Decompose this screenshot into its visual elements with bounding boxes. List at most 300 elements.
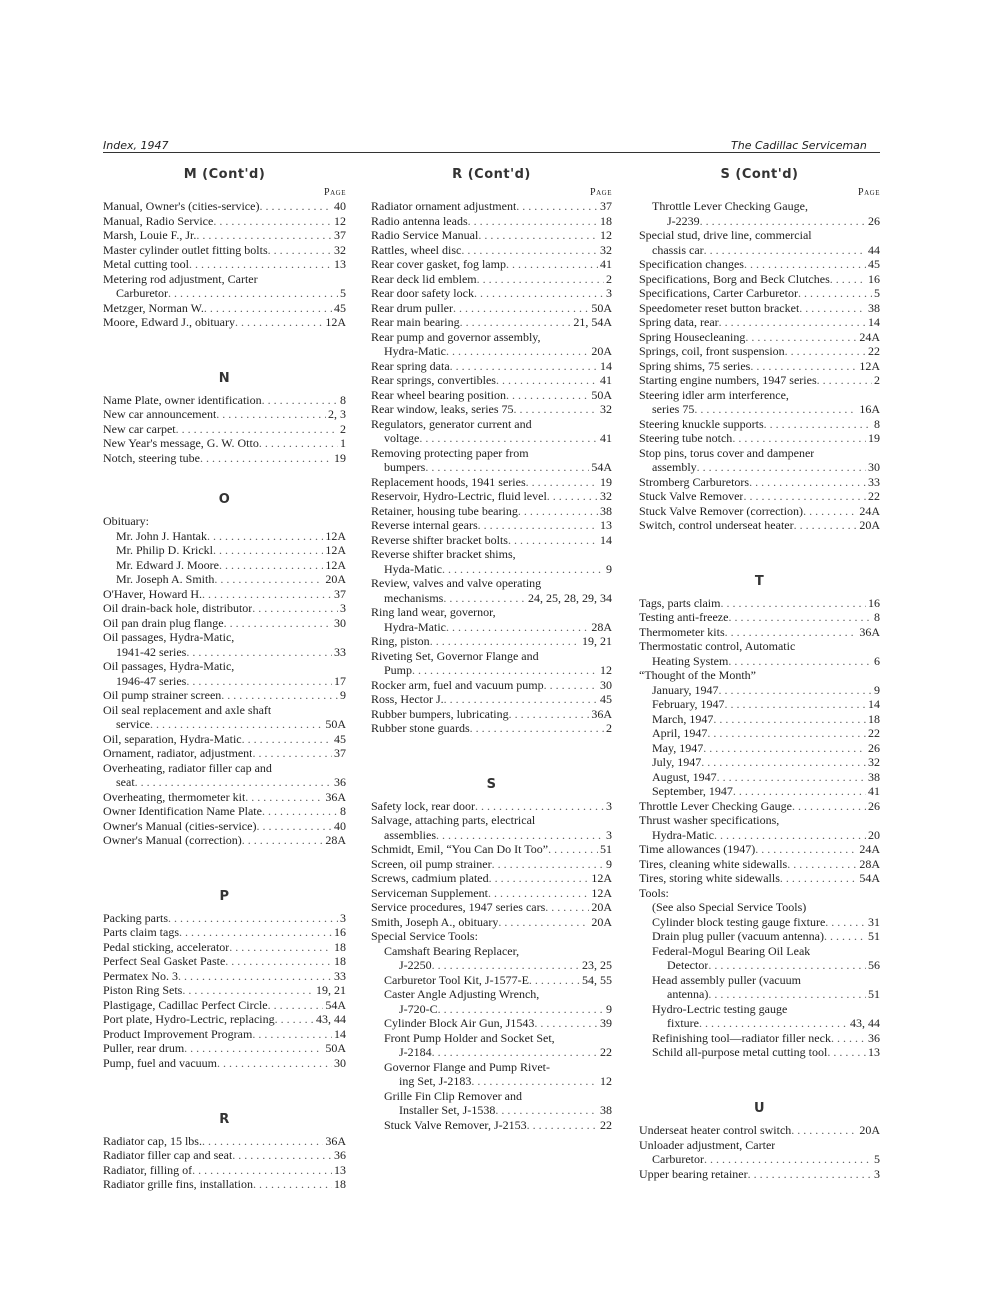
leader-dots	[787, 857, 857, 872]
index-entry	[103, 272, 346, 287]
index-entry-text: May, 1947	[652, 740, 704, 755]
index-entry-page: 17	[334, 673, 346, 688]
leader-dots	[430, 634, 580, 649]
index-entry-text: Rocker arm, fuel and vacuum pump	[371, 677, 544, 692]
index-entry	[371, 678, 612, 693]
index-entry-text: Refinishing tool—radiator filler neck	[652, 1030, 831, 1045]
index-entry	[103, 243, 346, 258]
leader-dots	[707, 726, 866, 741]
index-entry-text: Salvage, attaching parts, electrical	[371, 813, 536, 828]
index-entry	[103, 436, 346, 451]
index-entry-page: 50A	[591, 300, 612, 315]
leader-dots	[743, 489, 866, 504]
index-entry	[371, 707, 612, 722]
index-entry-page: 36A	[325, 789, 346, 804]
index-entry-page: 19	[600, 474, 612, 489]
leader-dots	[527, 1118, 598, 1133]
index-entry	[371, 871, 612, 886]
index-entry-text: Steering idler arm interference,	[639, 387, 789, 402]
index-entry	[371, 813, 612, 828]
index-entry-text: Carburetor	[652, 1152, 704, 1166]
leader-dots	[704, 243, 866, 258]
index-entry-page: 12	[600, 228, 612, 242]
index-entry	[103, 228, 346, 243]
leader-dots	[791, 1123, 857, 1138]
index-entry-page: 37	[334, 586, 346, 601]
index-entry	[371, 504, 612, 519]
leader-dots	[178, 969, 332, 984]
index-entry-page: 9	[606, 856, 612, 871]
index-entry-text: 1946-47 series	[116, 673, 187, 688]
index-entry-page: 23, 25	[582, 958, 612, 973]
index-entry-page: 12A	[325, 315, 346, 329]
index-entry-text: Oil pan drain plug flange	[103, 615, 224, 630]
index-entry-text: Camshaft Bearing Replacer,	[384, 943, 520, 958]
section-heading: S	[486, 776, 497, 792]
index-entry-page: 16	[868, 271, 880, 286]
index-entry	[371, 1118, 612, 1133]
index-entry	[371, 272, 612, 287]
leader-dots	[252, 601, 338, 616]
index-entry	[639, 1045, 880, 1060]
leader-dots	[135, 775, 332, 790]
index-entry-text: Owner's Manual (cities-service)	[103, 818, 257, 833]
index-entry-page: 38	[868, 300, 880, 315]
index-entry-page: 3	[606, 286, 612, 300]
index-entry-text: Name Plate, owner identification	[103, 392, 262, 407]
index-entry-page: 40	[334, 199, 346, 213]
leader-dots	[450, 359, 598, 374]
index-entry-text: Safety lock, rear door	[371, 798, 475, 813]
index-column-3	[639, 162, 880, 1181]
index-entry-text: Carburetor Tool Kit, J-1577-E	[384, 972, 529, 987]
index-entry	[371, 1089, 612, 1104]
index-entry	[371, 518, 612, 533]
index-entry-page: 30	[868, 460, 880, 474]
index-entry-text: Stuck Valve Remover	[639, 489, 744, 503]
index-entry-page: 3	[606, 798, 612, 813]
index-entry-page: 1	[340, 436, 346, 451]
index-entry-text: Rear spring data	[371, 358, 450, 373]
leader-dots	[733, 784, 866, 799]
index-entry	[103, 257, 346, 272]
index-entry	[103, 543, 346, 558]
leader-dots	[717, 770, 866, 785]
index-entry-text: Schild all-purpose metal cutting tool	[652, 1045, 828, 1060]
index-entry-text: Radiator, filling of	[103, 1162, 193, 1177]
index-entry-text: Pedal sticking, accelerator	[103, 939, 230, 954]
index-entry-text: Pump	[384, 663, 413, 677]
index-entry-text: Reverse shifter bracket bolts	[371, 532, 508, 547]
section-heading: R (Cont'd)	[452, 167, 531, 182]
index-entry-text: Oil, separation, Hydra-Matic	[103, 731, 242, 746]
index-entry-text: Cylinder Block Air Gun, J1543	[384, 1016, 535, 1031]
index-entry	[103, 1041, 346, 1056]
index-entry	[371, 489, 612, 504]
index-entry-page: 20A	[859, 518, 880, 532]
index-entry	[639, 257, 880, 272]
index-entry-page: 54A	[591, 460, 612, 474]
leader-dots	[202, 1134, 323, 1149]
index-entry-text: February, 1947	[652, 697, 725, 712]
index-entry	[371, 533, 612, 548]
index-entry-page: 28A	[591, 619, 612, 634]
index-entry-text: J-720-C	[399, 1001, 438, 1016]
index-entry-text: Metering rod adjustment, Carter	[103, 271, 258, 286]
index-entry-text: Switch, control underseat heater	[639, 518, 794, 532]
leader-dots	[419, 431, 598, 446]
leader-dots	[168, 911, 338, 926]
index-entry-text: April, 1947	[652, 726, 708, 741]
leader-dots	[704, 1152, 872, 1167]
leader-dots	[221, 688, 338, 703]
index-entry	[103, 315, 346, 330]
leader-dots	[262, 804, 338, 819]
index-entry-text: Rattles, wheel disc	[371, 242, 462, 257]
index-entry-text: Upper bearing retainer	[639, 1166, 748, 1181]
leader-dots	[207, 529, 323, 544]
index-entry-text: Front Pump Holder and Socket Set,	[384, 1030, 555, 1045]
index-entry	[371, 958, 612, 973]
index-entry-page: 38	[868, 769, 880, 784]
index-entry-text: Tags, parts claim	[639, 595, 721, 610]
index-entry-page: 33	[334, 968, 346, 983]
index-entry-page: 19	[334, 450, 346, 465]
index-entry-text: Stromberg Carburetors	[639, 474, 750, 489]
index-entry	[639, 726, 880, 741]
leader-dots	[189, 257, 332, 272]
index-entry	[639, 828, 880, 843]
index-entry-page: 38	[600, 503, 612, 518]
index-entry-text: Unloader adjustment, Carter	[639, 1137, 776, 1152]
index-entry-page: 31	[868, 914, 880, 929]
index-entry-page: 12A	[591, 871, 612, 886]
index-entry-page: 37	[334, 228, 346, 242]
index-entry	[103, 775, 346, 790]
section-heading: N	[218, 370, 231, 386]
index-entry-text: Reservoir, Hydro-Lectric, fluid level	[371, 489, 547, 503]
index-entry	[639, 272, 880, 287]
leader-dots	[192, 1163, 332, 1178]
leader-dots	[732, 431, 866, 446]
index-entry-page: 40	[334, 818, 346, 833]
leader-dots	[216, 407, 326, 422]
header-right-title: The Cadillac Serviceman	[731, 139, 867, 152]
index-entry-page: 20	[868, 827, 880, 842]
index-entry-text: Perfect Seal Gasket Paste	[103, 954, 226, 969]
index-entry-text: Underseat heater control switch	[639, 1123, 792, 1137]
index-entry	[371, 431, 612, 446]
index-entry-text: Rear pump and governor assembly,	[371, 329, 541, 344]
index-entry-page: 51	[868, 987, 880, 1002]
index-entry	[639, 668, 880, 683]
index-entry-page: 20A	[591, 914, 612, 929]
index-entry-page: 38	[600, 1103, 612, 1118]
index-entry-page: 45	[868, 257, 880, 271]
index-entry	[103, 645, 346, 660]
leader-dots	[202, 587, 332, 602]
index-entry-text: Rear cover gasket, fog lamp	[371, 257, 506, 271]
leader-dots	[453, 301, 589, 316]
leader-dots	[713, 712, 866, 727]
index-entry-page: 43, 44	[850, 1016, 880, 1031]
leader-dots	[498, 915, 589, 930]
index-entry-text: Tires, cleaning white sidewalls	[639, 856, 788, 871]
index-entry-text: O'Haver, Howard H.	[103, 586, 202, 601]
index-entry-text: Parts claim tags	[103, 925, 179, 940]
index-entry	[371, 1031, 612, 1046]
index-entry-page: 30	[334, 1055, 346, 1070]
index-entry-page: 13	[600, 518, 612, 532]
index-entry-text: Radio Service Manual	[371, 228, 479, 242]
leader-dots	[182, 983, 314, 998]
index-entry	[371, 1002, 612, 1017]
leader-dots	[719, 683, 872, 698]
index-entry-page: 16	[334, 925, 346, 940]
index-entry-text: Radio antenna leads	[371, 213, 468, 228]
index-entry-text: Grille Fin Clip Remover and	[384, 1088, 522, 1103]
index-entry	[639, 504, 880, 519]
index-entry-text: ing Set, J-2183	[399, 1074, 472, 1089]
leader-dots	[495, 1103, 598, 1118]
index-entry-text: 1941-42 series	[116, 644, 187, 659]
index-entry-text: Screen, oil pump strainer	[371, 856, 492, 871]
index-entry-text: September, 1947	[652, 784, 733, 799]
index-entry-page: 41	[868, 784, 880, 799]
leader-dots	[184, 1041, 323, 1056]
index-entry	[639, 199, 880, 214]
index-entry-page: 14	[600, 532, 612, 547]
index-entry-text: series 75	[652, 402, 695, 416]
leader-dots	[489, 871, 590, 886]
index-entry-page: 9	[340, 688, 346, 702]
index-entry-text: Rear springs, convertibles	[371, 373, 496, 387]
index-column-2	[371, 162, 612, 1132]
index-entry	[371, 721, 612, 736]
index-entry	[103, 925, 346, 940]
index-entry	[371, 828, 612, 843]
index-entry-text: Reverse shifter bracket shims,	[371, 547, 516, 561]
index-entry-text: Throttle Lever Checking Gauge	[639, 798, 792, 813]
index-entry-page: 50A	[325, 717, 346, 731]
index-entry	[103, 422, 346, 437]
leader-dots	[444, 692, 598, 707]
leader-dots	[259, 436, 338, 451]
index-entry-text: Thrust washer specifications,	[639, 813, 780, 828]
index-entry	[639, 784, 880, 799]
index-entry-text: Installer Set, J-1538	[399, 1103, 496, 1118]
index-entry	[103, 717, 346, 732]
index-entry-text: voltage	[384, 431, 420, 445]
index-entry-page: 22	[868, 344, 880, 358]
index-entry-page: 18	[334, 939, 346, 954]
index-entry	[371, 1060, 612, 1075]
index-entry-text: Spring Housecleaning	[639, 329, 746, 344]
leader-dots	[150, 717, 323, 732]
index-entry-text: Springs, coil, front suspension	[639, 344, 785, 358]
leader-dots	[516, 199, 598, 214]
index-entry-page: 13	[868, 1045, 880, 1060]
index-entry	[639, 958, 880, 973]
index-column-1	[103, 162, 346, 1192]
index-entry	[371, 344, 612, 359]
index-entry	[103, 688, 346, 703]
index-entry-page: 18	[334, 1177, 346, 1191]
index-entry-text: Permatex No. 3	[103, 968, 178, 983]
index-entry-text: Service procedures, 1947 series cars	[371, 900, 546, 915]
leader-dots	[242, 732, 332, 747]
index-entry	[639, 900, 880, 915]
header-left-title: Index, 1947	[103, 139, 169, 152]
leader-dots	[719, 315, 866, 330]
index-entry	[639, 654, 880, 669]
leader-dots	[268, 243, 332, 258]
index-entry-page: 13	[334, 257, 346, 271]
index-entry	[103, 286, 346, 301]
index-entry	[103, 732, 346, 747]
index-entry-page: 12A	[591, 885, 612, 900]
index-entry-text: Caster Angle Adjusting Wrench,	[384, 987, 540, 1002]
index-entry-text: Rubber bumpers, lubricating	[371, 706, 509, 721]
leader-dots	[471, 1074, 598, 1089]
index-entry-text: Steering knuckle supports	[639, 416, 764, 431]
index-entry	[371, 446, 612, 461]
index-entry	[103, 804, 346, 819]
index-entry	[103, 529, 346, 544]
index-entry	[639, 871, 880, 886]
index-entry	[371, 388, 612, 403]
index-entry	[639, 1167, 880, 1182]
index-entry	[371, 359, 612, 374]
index-entry	[103, 601, 346, 616]
index-entry-text: Ornament, radiator, adjustment	[103, 746, 253, 760]
index-entry-text: Riveting Set, Governor Flange and	[371, 648, 539, 663]
index-entry-text: Specifications, Carter Carburetor	[639, 286, 798, 300]
index-entry-text: Ring, piston	[371, 634, 430, 648]
index-entry-text: Testing anti-freeze	[639, 610, 729, 625]
index-entry-page: 2	[606, 721, 612, 735]
index-entry-text: Hydro-Lectric testing gauge	[652, 1001, 788, 1016]
index-entry-text: Packing parts	[103, 910, 168, 925]
leader-dots	[425, 460, 589, 475]
index-entry-text: Product Improvement Program	[103, 1026, 253, 1041]
index-entry	[639, 431, 880, 446]
index-entry-page: 19, 21	[582, 634, 612, 648]
index-entry	[371, 1074, 612, 1089]
index-entry-text: New car announcement	[103, 407, 217, 422]
index-entry	[639, 301, 880, 316]
index-entry	[639, 1016, 880, 1031]
index-entry-text: Federal-Mogul Bearing Oil Leak	[652, 943, 811, 958]
index-entry	[639, 770, 880, 785]
index-entry	[639, 1002, 880, 1017]
index-entry	[639, 315, 880, 330]
leader-dots	[245, 790, 323, 805]
leader-dots	[224, 616, 332, 631]
index-entry-text: Oil passages, Hydra-Matic,	[103, 630, 235, 644]
leader-dots	[446, 344, 589, 359]
index-entry-page: 20A	[859, 1123, 880, 1137]
index-entry-text: Specifications, Borg and Beck Clutches	[639, 271, 830, 286]
index-entry-text: Owner Identification Name Plate	[103, 804, 262, 818]
index-entry-text: Hydra-Matic	[384, 344, 446, 358]
index-entry	[103, 1134, 346, 1149]
leader-dots	[529, 973, 580, 988]
index-entry	[639, 915, 880, 930]
index-entry-page: 3	[606, 827, 612, 842]
index-entry-text: mechanisms	[384, 590, 444, 605]
section-heading: O	[218, 492, 231, 507]
leader-dots	[179, 925, 332, 940]
index-entry-text: chassis car	[652, 242, 704, 257]
index-entry	[103, 674, 346, 689]
leader-dots	[825, 915, 866, 930]
index-entry-text: J-2239	[667, 213, 700, 228]
leader-dots	[547, 489, 598, 504]
index-entry-text: service	[116, 717, 150, 731]
index-entry-page: 36A	[325, 1133, 346, 1148]
index-entry	[639, 373, 880, 388]
index-entry	[103, 558, 346, 573]
leader-dots	[478, 518, 598, 533]
index-entry-text: antenna)	[667, 987, 709, 1002]
leader-dots	[478, 228, 598, 243]
leader-dots	[817, 373, 872, 388]
index-entry-page: 22	[600, 1117, 612, 1132]
leader-dots	[714, 828, 866, 843]
index-entry-text: Marsh, Louie F., Jr.	[103, 228, 197, 242]
index-entry	[639, 402, 880, 417]
index-entry-text: (See also Special Service Tools)	[652, 900, 807, 915]
index-entry-text: Stuck Valve Remover, J-2153	[384, 1117, 527, 1132]
leader-dots	[470, 721, 604, 736]
index-entry-text: Rubber stone guards	[371, 721, 470, 735]
index-entry-text: Special Service Tools:	[371, 929, 478, 944]
leader-dots	[824, 929, 866, 944]
index-entry	[639, 388, 880, 403]
leader-dots	[509, 707, 590, 722]
index-entry-page: 32	[600, 402, 612, 416]
index-entry	[371, 576, 612, 591]
index-entry-text: Radiator ornament adjustment	[371, 199, 517, 213]
index-entry	[371, 402, 612, 417]
leader-dots	[460, 315, 572, 330]
index-entry-text: Replacement hoods, 1941 series	[371, 474, 526, 489]
leader-dots	[217, 1056, 332, 1071]
index-entry-page: 19, 21	[316, 983, 346, 998]
leader-dots	[461, 243, 598, 258]
index-entry	[639, 475, 880, 490]
leader-dots	[697, 460, 866, 475]
index-entry	[639, 842, 880, 857]
index-entry-page: 32	[334, 242, 346, 257]
index-entry-page: 36A	[859, 624, 880, 639]
index-entry	[103, 790, 346, 805]
index-entry-text: July, 1947	[652, 755, 702, 770]
index-entry-page: 12A	[325, 528, 346, 543]
index-entry-text: assemblies	[384, 827, 436, 842]
index-entry	[103, 911, 346, 926]
leader-dots	[259, 199, 332, 214]
index-entry-text: seat	[116, 775, 135, 789]
index-entry	[371, 475, 612, 490]
index-entry-page: 36A	[591, 706, 612, 721]
index-entry	[371, 929, 612, 944]
leader-dots	[506, 257, 598, 272]
index-entry-page: 2	[340, 421, 346, 436]
index-entry-page: 37	[600, 199, 612, 213]
index-entry	[103, 746, 346, 761]
